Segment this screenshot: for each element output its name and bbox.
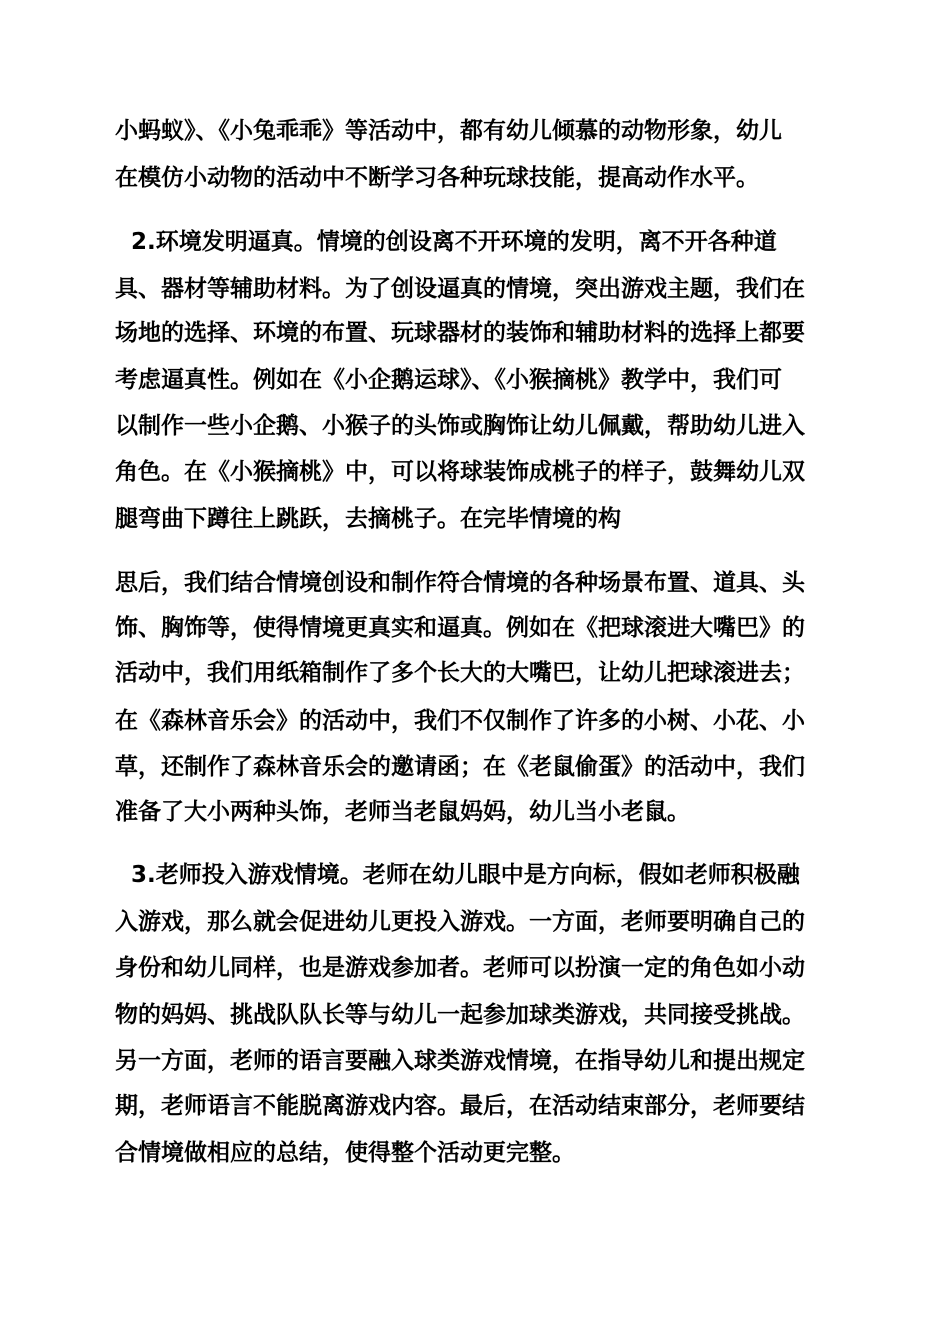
text-line: 考虑逼真性。例如在《小企鹅运球》、《小猴摘桃》教学中，我们可 <box>115 367 782 393</box>
text-line: 在模仿小动物的活动中不断学习各种玩球技能，提高动作水平。 <box>115 165 759 191</box>
text-line: 思后，我们结合情境创设和制作符合情境的各种场景布置、道具、头 <box>115 570 805 596</box>
text-line: 物的妈妈、挑战队队长等与幼儿一起参加球类游戏，共同接受挑战。 <box>115 1002 805 1028</box>
text-line: 合情境做相应的总结，使得整个活动更完整。 <box>115 1140 575 1166</box>
text-line: 另一方面，老师的语言要融入球类游戏情境，在指导幼儿和提出规定 <box>115 1048 805 1074</box>
text-line: 身份和幼儿同样，也是游戏参加者。老师可以扮演一定的角色如小动 <box>115 955 805 981</box>
text-line: 小蚂蚁》、《小兔乖乖》等活动中，都有幼儿倾慕的动物形象，幼儿 <box>115 118 782 144</box>
text-line: 在《森林音乐会》的活动中，我们不仅制作了许多的小树、小花、小 <box>115 708 805 734</box>
text-line: 饰、胸饰等，使得情境更真实和逼真。例如在《把球滚进大嘴巴》的 <box>115 615 805 641</box>
text-line: 场地的选择、环境的布置、玩球器材的装饰和辅助材料的选择上都要 <box>115 320 805 346</box>
text-line: 准备了大小两种头饰，老师当老鼠妈妈，幼儿当小老鼠。 <box>115 799 690 825</box>
text-line: 活动中，我们用纸箱制作了多个长大的大嘴巴，让幼儿把球滚进去； <box>115 660 805 686</box>
text-line: 期，老师语言不能脱离游戏内容。最后，在活动结束部分，老师要结 <box>115 1093 805 1119</box>
text-line: 2.环境发明逼真。情境的创设离不开环境的发明，离不开各种道 <box>131 229 777 255</box>
text-line: 3.老师投入游戏情境。老师在幼儿眼中是方向标，假如老师积极融 <box>131 862 800 888</box>
text-line: 草，还制作了森林音乐会的邀请函；在《老鼠偷蛋》的活动中，我们 <box>115 754 805 780</box>
text-line: 入游戏，那么就会促进幼儿更投入游戏。一方面，老师要明确自己的 <box>115 909 805 935</box>
text-line: 以制作一些小企鹅、小猴子的头饰或胸饰让幼儿佩戴，帮助幼儿进入 <box>115 413 805 439</box>
text-line: 腿弯曲下蹲往上跳跃，去摘桃子。在完毕情境的构 <box>115 506 621 532</box>
text-line: 角色。在《小猴摘桃》中，可以将球装饰成桃子的样子，鼓舞幼儿双 <box>115 459 805 485</box>
text-line: 具、器材等辅助材料。为了创设逼真的情境，突出游戏主题，我们在 <box>115 276 805 302</box>
